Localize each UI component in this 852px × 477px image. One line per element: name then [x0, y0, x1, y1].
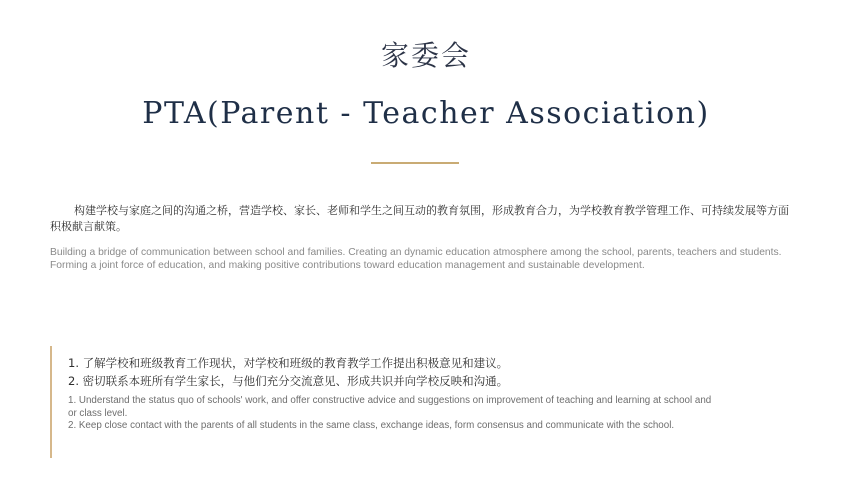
duty-item-english: 1. Understand the status quo of schools' work, and offer constructive advice and suggestions on improvement of teaching and learning at school and or class level.	[68, 395, 712, 419]
page-title-chinese: 家委会	[380, 39, 471, 72]
page-title-english: PTA(Parent - Teacher Association)	[142, 96, 710, 131]
duties-block	[50, 346, 732, 458]
intro-paragraph-chinese: 构建学校与家庭之间的沟通之桥，营造学校、家长、老师和学生之间互动的教育氛围，形成教育合力，为学校教育教学管理工作、可持续发展等方面积极献言献策。	[50, 204, 789, 233]
intro-paragraph-english: Building a bridge of communication between school and families. Creating an dynamic education atmosphere among the school, parents, teachers and students. Forming a joint force of education, and making positive contributions toward education management and sustainable development.	[50, 247, 782, 271]
duty-item-chinese: 1. 了解学校和班级教育工作现状，对学校和班级的教育教学工作提出积极意见和建议。	[68, 356, 509, 370]
duty-item-english: 2. Keep close contact with the parents of all students in the same class, exchange ideas, form consensus and communicate with the school.	[68, 420, 675, 431]
duties-english	[68, 395, 718, 433]
title-divider	[371, 162, 459, 164]
duty-item-chinese: 2. 密切联系本班所有学生家长，与他们充分交流意见、形成共识并向学校反映和沟通。	[68, 374, 509, 388]
